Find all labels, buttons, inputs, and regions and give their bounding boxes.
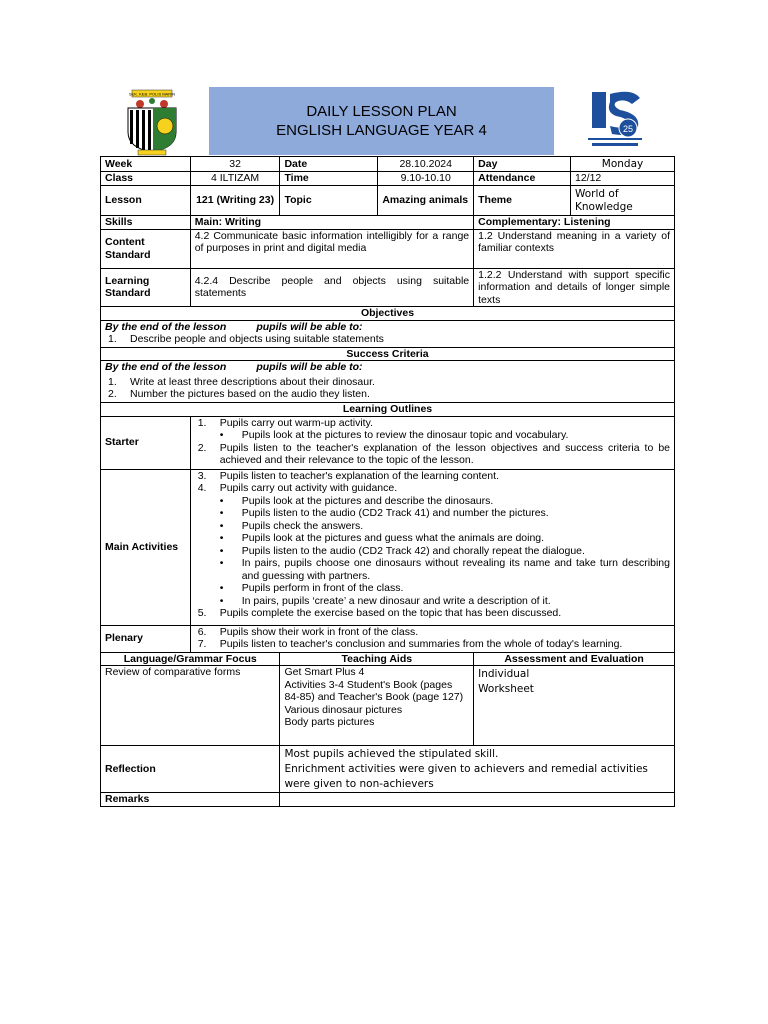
main-bullet: • Pupils listen to the audio (CD2 Track 41) and number the pictures. [219,507,549,519]
lesson-plan-table [100,156,675,807]
time-label: Time [280,172,378,186]
plenary-content [190,625,674,652]
teaching-aid-item: Various dinosaur pictures [284,703,403,716]
reflection-line: Most pupils achieved the stipulated skill. [284,748,499,760]
learning-standard-comp: 1.2.2 Understand with support specific information and details of longer simple texts [474,268,675,307]
learning-outlines-heading: Learning Outlines [101,403,675,417]
success-intro: By the end of the lesson pupils will be able to: [105,361,363,373]
main-activities-content [190,469,674,625]
starter-bullet: • Pupils look at the pictures to review the dinosaur topic and vocabulary. [219,429,569,441]
topic-value: Amazing animals [378,186,474,216]
success-criteria-heading: Success Criteria [101,347,675,361]
main-bullet: • Pupils look at the pictures and describe the dinosaurs. [219,494,494,507]
day-value: Monday [570,157,674,172]
objectives-intro: By the end of the lesson pupils will be able to: [105,320,363,333]
main-step: 4. Pupils carry out activity with guidance. [197,482,398,494]
starter-label: Starter [101,416,191,469]
objectives-heading: Objectives [101,307,675,321]
theme-value: World of Knowledge [570,186,674,216]
main-bullet: • Pupils check the answers. [219,519,364,532]
teaching-aid-item: Get Smart Plus 4 [284,666,365,678]
day-label: Day [474,157,571,172]
reflection-label: Reflection [101,746,280,793]
assessment-item: Individual [478,668,530,680]
week-label: Week [101,157,191,172]
main-bullet: • Pupils look at the pictures and guess what the animals are doing. [219,532,545,544]
assessment-heading: Assessment and Evaluation [474,652,675,666]
attendance-value: 12/12 [570,172,674,186]
attendance-label: Attendance [474,172,571,186]
objective-item: 1. Describe people and objects using suitable statements [108,333,384,345]
plan-subtitle: ENGLISH LANGUAGE YEAR 4 [276,122,487,139]
plenary-step: 7. Pupils listen to teacher's conclusion and summaries from the whole of today's learning. [197,638,623,650]
main-bullet: • In pairs, pupils choose one dinosaurs without revealing its name and take turn describing and guessing with partners. [219,557,670,582]
main-activities-label: Main Activities [101,469,191,625]
reflection-content [280,746,675,793]
assessment-item: Worksheet [478,683,534,695]
language-focus-content: Review of comparative forms [101,666,280,746]
plenary-step: 6. Pupils show their work in front of the class. [197,625,419,638]
time-value: 9.10-10.10 [378,172,474,186]
remarks-content [280,793,675,807]
teaching-aid-item: Body parts pictures [284,716,375,728]
date-value: 28.10.2024 [378,157,474,172]
content-standard-main: 4.2 Communicate basic information intelligibly for a range of purposes in print and digital media [190,229,473,268]
lesson-value: 121 (Writing 23) [190,186,280,216]
topic-label: Topic [280,186,378,216]
success-criteria-section [101,361,675,403]
assessment-content [474,666,675,746]
school-crest-logo [120,88,184,156]
agency-logo [582,88,648,150]
complementary-skill: Complementary: Listening [474,216,675,230]
success-item: 2. Number the pictures based on the audio they listen. [108,388,370,400]
theme-label: Theme [474,186,571,216]
plenary-label: Plenary [101,625,191,652]
main-bullet: • Pupils listen to the audio (CD2 Track 42) and chorally repeat the dialogue. [219,544,585,557]
main-skill: Main: Writing [190,216,473,230]
class-value: 4 ILTIZAM [190,172,280,186]
objectives-section [101,320,675,347]
content-standard-comp: 1.2 Understand meaning in a variety of familiar contexts [474,229,675,268]
teaching-aid-item: Activities 3-4 Student's Book (pages 84-85) and Teacher's Book (page 127) [284,678,464,703]
main-step: 3. Pupils listen to teacher's explanation of the learning content. [197,469,499,482]
starter-step: 1. Pupils carry out warm-up activity. [197,416,373,429]
date-label: Date [280,157,378,172]
learning-standard-label: Learning Standard [101,268,191,307]
remarks-label: Remarks [101,793,280,807]
logo-banner-text: SEK. KEB. POLIS MARIN [128,91,176,97]
main-bullet: • In pairs, pupils ‘create’ a new dinosaur and write a description of it. [219,594,551,607]
starter-step: 2. Pupils listen to the teacher's explanation of the lesson objectives and success criteria to be achieved and their relevance to the topic of the lesson. [197,441,670,466]
language-focus-heading: Language/Grammar Focus [101,652,280,666]
main-bullet: • Pupils perform in front of the class. [219,582,404,594]
success-item: 1. Write at least three descriptions about their dinosaur. [108,375,375,388]
title-banner [209,87,554,155]
anniversary-number: 25 [622,124,634,134]
teaching-aids-content [280,666,474,746]
week-value: 32 [190,157,280,172]
learning-standard-main: 4.2.4 Describe people and objects using suitable statements [190,268,473,307]
lesson-label: Lesson [101,186,191,216]
teaching-aids-heading: Teaching Aids [280,652,474,666]
content-standard-label: Content Standard [101,229,191,268]
skills-label: Skills [101,216,191,230]
plan-title: DAILY LESSON PLAN [306,103,457,120]
class-label: Class [101,172,191,186]
starter-content [190,416,674,469]
reflection-line: Enrichment activities were given to achievers and remedial activities were given to non-achievers [284,763,648,790]
main-step: 5. Pupils complete the exercise based on the topic that has been discussed. [197,607,562,619]
